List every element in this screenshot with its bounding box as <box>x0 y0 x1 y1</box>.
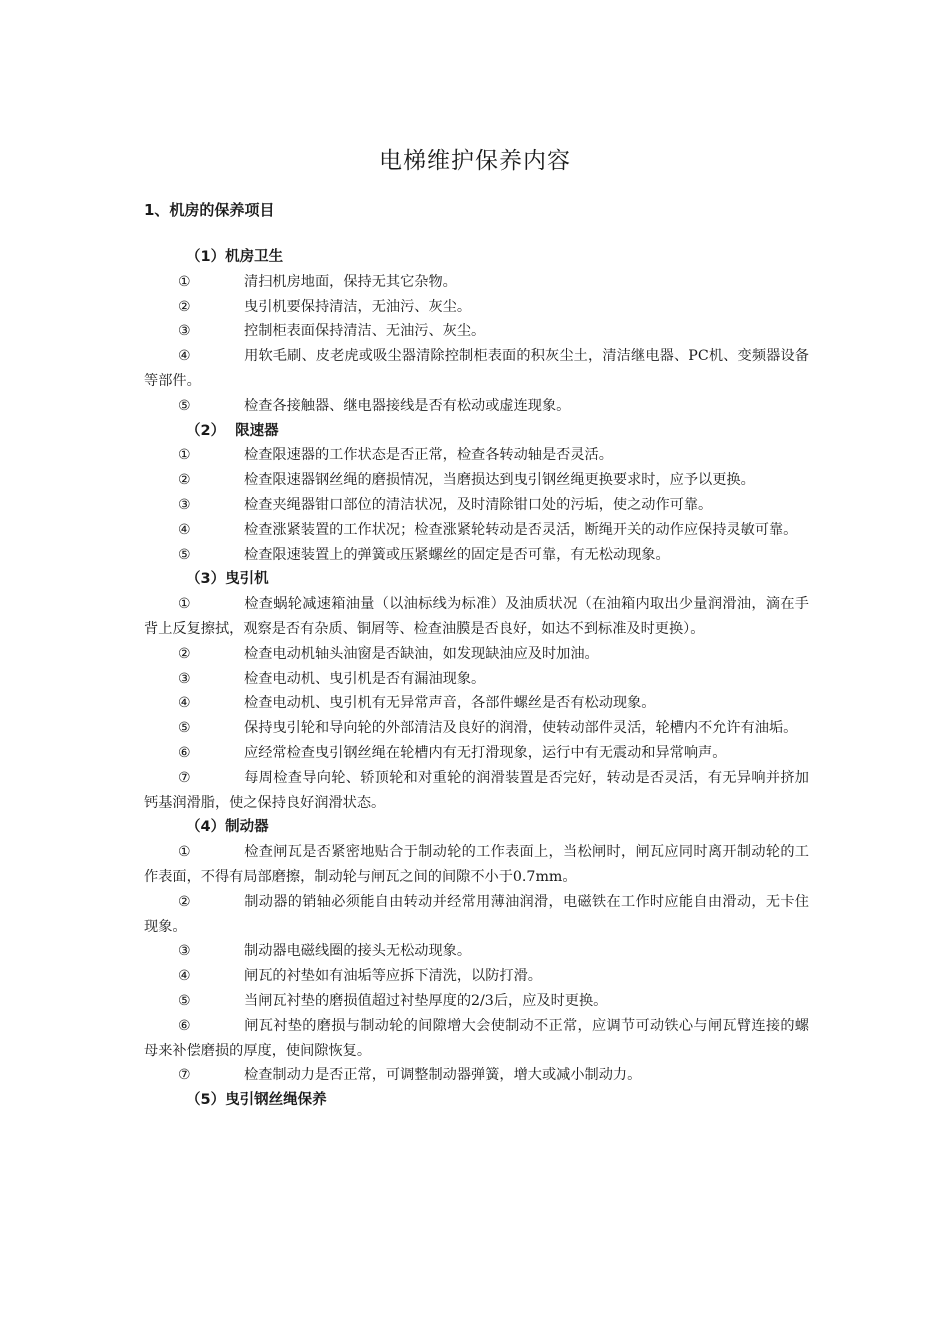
list-item <box>144 939 809 964</box>
item-text: 检查夹绳器钳口部位的清洁状况，及时清除钳口处的污垢，使之动作可靠。 <box>244 496 713 513</box>
item-text: 检查制动力是否正常，可调整制动器弹簧，增大或减小制动力。 <box>244 1067 642 1084</box>
item-number: ⑤ <box>178 992 191 1009</box>
list-item <box>144 667 809 692</box>
item-text: 曳引机要保持清洁，无油污、灰尘。 <box>244 298 472 315</box>
subsection-title: （3）曳引机 <box>186 571 269 588</box>
list-item <box>144 295 809 320</box>
list-item <box>144 443 809 468</box>
item-number: ⑤ <box>178 720 191 737</box>
item-number: ⑤ <box>178 397 191 414</box>
list-item <box>144 543 809 568</box>
list-item <box>144 716 809 741</box>
item-text: 当闸瓦衬垫的磨损值超过衬垫厚度的2/3后，应及时更换。 <box>244 992 608 1009</box>
item-text: 制动器的销轴必须能自由转动并经常用薄油润滑，电磁铁在工作时应能自由滑动，无卡住现象。 <box>144 893 809 935</box>
item-number: ② <box>178 893 191 910</box>
item-number: ⑥ <box>178 1017 191 1034</box>
item-number: ① <box>178 447 191 464</box>
list-item <box>144 344 809 394</box>
list-item <box>144 518 809 543</box>
list-item <box>144 964 809 989</box>
list-item <box>144 468 809 493</box>
item-text: 清扫机房地面，保持无其它杂物。 <box>244 273 457 290</box>
item-number: ① <box>178 273 191 290</box>
item-number: ⑦ <box>178 769 191 786</box>
item-number: ① <box>178 596 191 613</box>
section-heading: 1、机房的保养项目 <box>144 201 275 219</box>
item-text: 每周检查导向轮、轿顶轮和对重轮的润滑装置是否完好，转动是否灵活，有无异响并挤加钙基润滑脂，使之保持良好润滑状态。 <box>144 769 809 811</box>
list-item <box>144 642 809 667</box>
item-number: ⑤ <box>178 546 191 563</box>
item-text: 检查电动机、曳引机有无异常声音，各部件螺丝是否有松动现象。 <box>244 695 656 712</box>
item-text: 控制柜表面保持清洁、无油污、灰尘。 <box>244 323 486 340</box>
list-item <box>144 691 809 716</box>
item-number: ⑥ <box>178 744 191 761</box>
item-text: 制动器电磁线圈的接头无松动现象。 <box>244 943 472 960</box>
list-item <box>144 493 809 518</box>
subsection-title: （1）机房卫生 <box>186 249 284 265</box>
subsection-title: （4）制动器 <box>186 819 269 836</box>
item-number: ④ <box>178 521 191 538</box>
document-title: 电梯维护保养内容 <box>379 148 571 174</box>
list-item <box>144 270 809 295</box>
item-number: ② <box>178 645 191 662</box>
list-item <box>144 319 809 344</box>
item-text: 检查涨紧装置的工作状况；检查涨紧轮转动是否灵活，断绳开关的动作应保持灵敏可靠。 <box>244 521 798 538</box>
item-number: ③ <box>178 943 191 960</box>
item-number: ③ <box>178 670 191 687</box>
item-number: ⑦ <box>178 1067 191 1084</box>
item-number: ③ <box>178 496 191 513</box>
list-item <box>144 592 809 642</box>
item-text: 检查限速装置上的弹簧或压紧螺丝的固定是否可靠，有无松动现象。 <box>244 546 670 563</box>
item-text: 检查限速器的工作状态是否正常，检查各转动轴是否灵活。 <box>244 447 613 464</box>
list-item <box>144 766 809 816</box>
item-text: 检查蜗轮减速箱油量（以油标线为标准）及油质状况（在油箱内取出少量润滑油，滴在手背上反复擦拭，观察是否有杂质、铜屑等、检查油膜是否良好，如达不到标准及时更换）。 <box>144 596 809 637</box>
item-number: ① <box>178 844 191 861</box>
list-item <box>144 890 809 940</box>
list-item <box>144 1063 809 1088</box>
item-text: 保持曳引轮和导向轮的外部清洁及良好的润滑，使转动部件灵活，轮槽内不允许有油垢。 <box>244 720 798 737</box>
item-number: ④ <box>178 695 191 712</box>
subsection-title: （5）曳引钢丝绳保养 <box>186 1092 327 1109</box>
item-text: 闸瓦的衬垫如有油垢等应拆下清洗，以防打滑。 <box>244 968 542 985</box>
item-text: 应经常检查曳引钢丝绳在轮槽内有无打滑现象，运行中有无震动和异常响声。 <box>244 744 727 761</box>
list-item <box>144 1014 809 1064</box>
list-item <box>144 989 809 1014</box>
list-item <box>144 394 809 419</box>
item-text: 检查各接触器、继电器接线是否有松动或虚连现象。 <box>244 397 571 414</box>
item-number: ② <box>178 472 191 489</box>
item-number: ② <box>178 298 191 315</box>
list-item <box>144 840 809 890</box>
subsection-title: （2） 限速器 <box>186 422 279 439</box>
item-text: 检查电动机轴头油窗是否缺油，如发现缺油应及时加油。 <box>244 645 599 662</box>
item-text: 闸瓦衬垫的磨损与制动轮的间隙增大会使制动不正常，应调节可动铁心与闸瓦臂连接的螺母来补偿磨损的厚度，使间隙恢复。 <box>144 1017 809 1059</box>
item-text: 检查闸瓦是否紧密地贴合于制动轮的工作表面上，当松闸时，闸瓦应同时离开制动轮的工作表面，不得有局部磨擦，制动轮与闸瓦之间的间隙不小于0.7mm。 <box>144 844 809 885</box>
document-body <box>144 245 809 1113</box>
item-text: 用软毛刷、皮老虎或吸尘器清除控制柜表面的积灰尘土，清洁继电器、PC机、变频器设备等部件。 <box>144 348 809 389</box>
item-text: 检查电动机、曳引机是否有漏油现象。 <box>244 670 486 687</box>
item-text: 检查限速器钢丝绳的磨损情况，当磨损达到曳引钢丝绳更换要求时，应予以更换。 <box>244 472 755 489</box>
item-number: ③ <box>178 323 191 340</box>
item-number: ④ <box>178 348 191 365</box>
item-number: ④ <box>178 968 191 985</box>
list-item <box>144 741 809 766</box>
